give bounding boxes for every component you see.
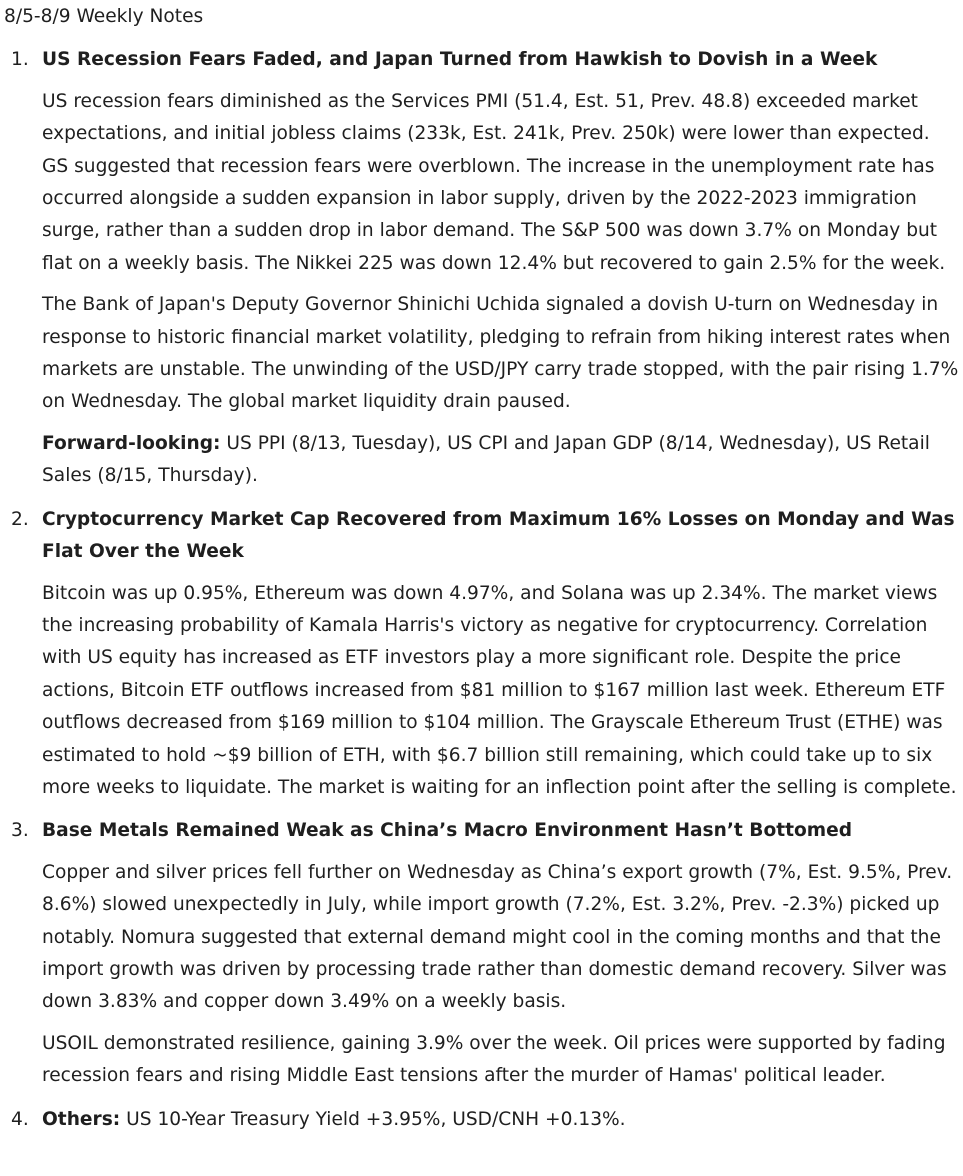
item-paragraph: Copper and silver prices fell further on Wednesday as China’s export growth (7%, Est. 9.5%, Prev. 8.6%) slowed unexpectedly in July, while import growth (7.2%, Est. 3.2%, Prev. -2.3%) picked up notably. Nomura suggested that external demand might cool in the coming months and that the import growth was driven by processing trade rather than domestic demand recovery. Silver was down 3.83% and copper down 3.49% on a weekly basis. — [42, 861, 953, 1013]
item-heading: Cryptocurrency Market Cap Recovered from Maximum 16% Losses on Monday and Was Flat Over the Week — [42, 508, 955, 563]
forward-looking-paragraph — [42, 419, 959, 493]
weekly-notes-document — [4, 1, 959, 1136]
list-item — [4, 1104, 959, 1136]
forward-looking-label: Forward-looking: — [42, 432, 221, 454]
item-paragraph: Bitcoin was up 0.95%, Ethereum was down 4.97%, and Solana was up 2.34%. The market views the increasing probability of Kamala Harris's victory as negative for cryptocurrency. Correlation with US equity has increased as ETF investors play a more significant role. Despite the price actions, Bitcoin ETF outflows increased from $81 million to $167 million last week. Ethereum ETF outflows decreased from $169 million to $104 million. The Grayscale Ethereum Trust (ETHE) was estimated to hold ~$9 billion of ETH, with $6.7 billion still remaining, which could take up to six more weeks to liquidate. The market is waiting for an inflection point after the selling is complete. — [42, 582, 957, 798]
forward-looking-text: US PPI (8/13, Tuesday), US CPI and Japan GDP (8/14, Wednesday), US Retail Sales (8/15, Thursday). — [42, 432, 930, 487]
list-item — [4, 504, 959, 805]
item-paragraph: USOIL demonstrated resilience, gaining 3.9% over the week. Oil prices were supported by fading recession fears and rising Middle East tensions after the murder of Hamas' political leader. — [42, 1032, 946, 1087]
list-item — [4, 44, 959, 492]
list-number: 1. — [11, 49, 29, 71]
others-label: Others: — [42, 1108, 121, 1130]
list-number: 4. — [11, 1108, 29, 1130]
document-title: 8/5-8/9 Weekly Notes — [4, 6, 204, 27]
item-heading: US Recession Fears Faded, and Japan Turned from Hawkish to Dovish in a Week — [42, 49, 878, 71]
others-text: US 10-Year Treasury Yield +3.95%, USD/CNH +0.13%. — [120, 1108, 626, 1130]
list-item — [4, 815, 959, 1092]
notes-list — [4, 44, 959, 1136]
list-number: 2. — [11, 508, 29, 530]
list-number: 3. — [11, 820, 29, 842]
others-line — [42, 1104, 959, 1136]
item-heading: Base Metals Remained Weak as China’s Macro Environment Hasn’t Bottomed — [42, 820, 853, 842]
item-paragraph: US recession fears diminished as the Services PMI (51.4, Est. 51, Prev. 48.8) exceeded market expectations, and initial jobless claims (233k, Est. 241k, Prev. 250k) were lower than expected. GS suggested that recession fears were overblown. The increase in the unemployment rate has occurred alongside a sudden expansion in labor supply, driven by the 2022-2023 immigration surge, rather than a sudden drop in labor demand. The S&P 500 was down 3.7% on Monday but flat on a weekly basis. The Nikkei 225 was down 12.4% but recovered to gain 2.5% for the week. — [42, 90, 946, 274]
item-paragraph: The Bank of Japan's Deputy Governor Shinichi Uchida signaled a dovish U-turn on Wednesday in response to historic financial market volatility, pledging to refrain from hiking interest rates when markets are unstable. The unwinding of the USD/JPY carry trade stopped, with the pair rising 1.7% on Wednesday. The global market liquidity drain paused. — [42, 294, 959, 413]
